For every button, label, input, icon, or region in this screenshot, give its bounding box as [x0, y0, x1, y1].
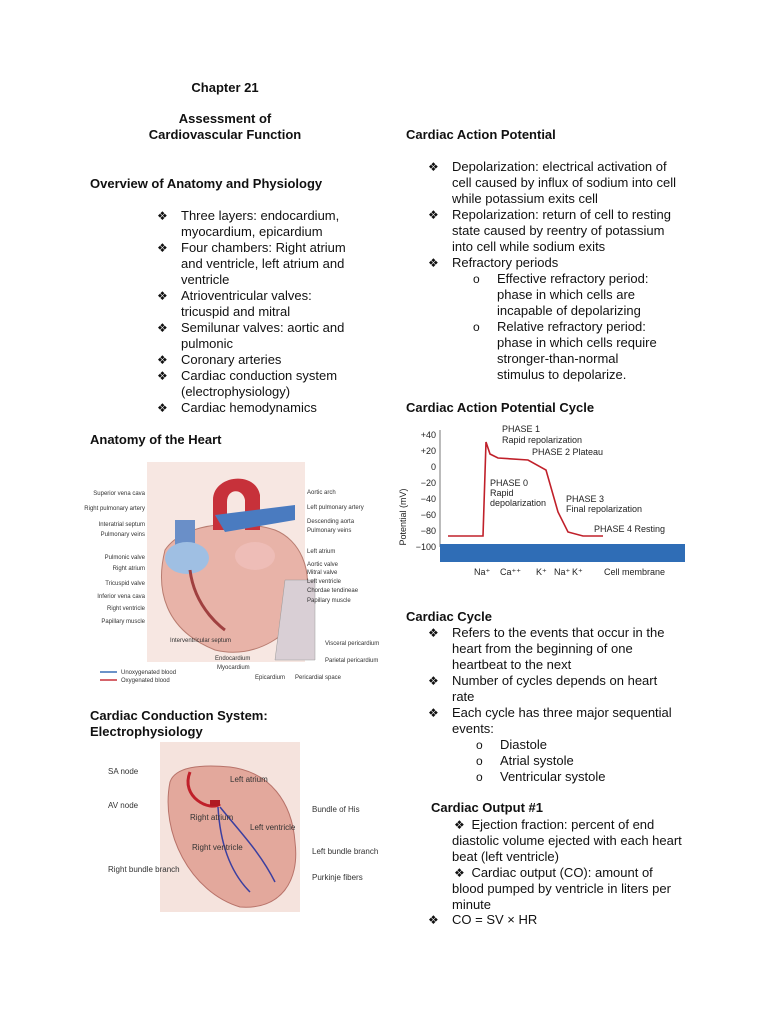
- list-item: ❖ Cardiac hemodynamics: [157, 400, 362, 416]
- av-node-shape: [210, 800, 220, 806]
- cardiac-cycle-sublist: [476, 737, 683, 785]
- phase2-label: PHASE 2 Plateau: [532, 447, 604, 457]
- label-inferior-vena-cava: Inferior vena cava: [97, 594, 145, 600]
- label-pericardial-space: Pericardial space: [295, 675, 342, 681]
- heart-anatomy-figure: [84, 460, 380, 685]
- label-papillary-muscle-right: Papillary muscle: [307, 598, 351, 604]
- ap-cycle-heading: Cardiac Action Potential Cycle: [406, 400, 595, 415]
- label-left-ventricle: Left ventricle: [250, 823, 296, 832]
- label-interventricular-septum: Interventricular septum: [170, 638, 232, 644]
- label-descending-aorta: Descending aorta: [307, 519, 355, 525]
- cardiac-cycle-section: [428, 625, 683, 785]
- tick-label: −40: [420, 494, 436, 504]
- ion-label: K⁺: [572, 567, 583, 577]
- label-visceral-pericardium: Visceral pericardium: [325, 641, 380, 647]
- phase0-title: PHASE 0: [490, 478, 529, 488]
- label-endocardium: Endocardium: [215, 656, 251, 662]
- label-right-atrium: Right atrium: [112, 566, 145, 572]
- conduction-heading-line1: Cardiac Conduction System:: [90, 708, 268, 723]
- ion-label: Ca⁺⁺: [500, 567, 522, 577]
- label-pulmonary-veins-right: Pulmonary veins: [307, 528, 352, 534]
- legend-oxygenated: Oxygenated blood: [121, 678, 170, 684]
- list-item: ❖ Atrioventricular valves: tricuspid and mitral: [157, 288, 362, 320]
- cardiac-output-definition-text: Cardiac output (CO): amount of blood pumped by ventricle in liters per minute: [452, 865, 671, 912]
- list-item: o Relative refractory period: phase in which cells require stronger-than-normal stimulus to depolarize.: [473, 319, 663, 383]
- label-left-ventricle: Left ventricle: [307, 579, 342, 585]
- left-atrium-shape: [235, 542, 275, 570]
- label-myocardium: Myocardium: [217, 665, 250, 671]
- label-parietal-pericardium: Parietal pericardium: [325, 658, 379, 664]
- conduction-system-figure: [100, 742, 380, 912]
- page-title-line2: Cardiovascular Function: [148, 127, 302, 142]
- label-right-pulmonary-artery: Right pulmonary artery: [84, 506, 145, 512]
- label-papillary-muscle-left: Papillary muscle: [101, 619, 145, 625]
- list-item: ❖ Three layers: endocardium, myocardium, epicardium: [157, 208, 362, 240]
- cardiac-cycle-list: [428, 625, 683, 737]
- label-tricuspid-valve: Tricuspid valve: [105, 581, 145, 587]
- label-purkinje-fibers: Purkinje fibers: [312, 873, 363, 882]
- phase0-desc2: depolarization: [490, 498, 547, 508]
- action-potential-heading: Cardiac Action Potential: [406, 127, 556, 142]
- list-item: o Ventricular systole: [476, 769, 683, 785]
- tick-label: −100: [415, 542, 436, 552]
- bullet-icon: ❖: [454, 818, 472, 832]
- overview-list: [157, 208, 362, 416]
- right-atrium-shape: [165, 542, 209, 574]
- action-potential-list: [428, 159, 678, 271]
- cardiac-output-para1: [452, 817, 682, 865]
- phase0-desc1: Rapid: [490, 488, 514, 498]
- phase1-desc: Rapid repolarization: [502, 435, 583, 445]
- label-aortic-arch: Aortic arch: [307, 490, 336, 496]
- page-title-line1: Assessment of: [178, 111, 272, 126]
- list-item: ❖ Semilunar valves: aortic and pulmonic: [157, 320, 362, 352]
- label-pulmonary-veins-left: Pulmonary veins: [100, 532, 145, 538]
- list-item: ❖ Refractory periods: [428, 255, 678, 271]
- list-item: ❖ CO = SV × HR: [428, 912, 683, 928]
- phase3-title: PHASE 3: [566, 494, 605, 504]
- phase3-desc: Final repolarization: [566, 504, 643, 514]
- cardiac-output-para2: [452, 865, 682, 913]
- phase4-label: PHASE 4 Resting: [594, 524, 666, 534]
- label-interatrial-septum: Interatrial septum: [98, 522, 145, 528]
- list-item: ❖ Number of cycles depends on heart rate: [428, 673, 683, 705]
- label-sa-node: SA node: [108, 767, 139, 776]
- phase1-title: PHASE 1: [502, 424, 541, 434]
- cardiac-output-heading: Cardiac Output #1: [431, 800, 543, 815]
- ejection-fraction-text: Ejection fraction: percent of end diastolic volume ejected with each heart beat (left ventricle): [452, 817, 682, 864]
- anatomy-heading: Anatomy of the Heart: [90, 432, 222, 447]
- list-item: ❖ Four chambers: Right atrium and ventricle, left atrium and ventricle: [157, 240, 362, 288]
- label-left-atrium: Left atrium: [230, 775, 268, 784]
- tick-label: +40: [420, 430, 436, 440]
- tick-label: −60: [420, 510, 436, 520]
- ion-label: Na⁺: [554, 567, 571, 577]
- label-mitral-valve: Mitral valve: [307, 570, 338, 576]
- label-superior-vena-cava: Superior vena cava: [93, 491, 145, 497]
- list-item: ❖ Refers to the events that occur in the heart from the beginning of one heartbeat to the next: [428, 625, 683, 673]
- overview-heading: Overview of Anatomy and Physiology: [90, 176, 323, 191]
- label-right-ventricle: Right ventricle: [106, 606, 145, 612]
- refractory-sublist: [473, 271, 663, 383]
- list-item: ❖ Repolarization: return of cell to resting state caused by reentry of potassium into cell while sodium exits: [428, 207, 678, 255]
- list-item: ❖ Each cycle has three major sequential events:: [428, 705, 683, 737]
- label-bundle-of-his: Bundle of His: [312, 805, 360, 814]
- cardiac-output-formula-list: [428, 912, 683, 928]
- label-right-bundle-branch: Right bundle branch: [108, 865, 180, 874]
- cardiac-cycle-heading: Cardiac Cycle: [406, 609, 492, 624]
- axis-label-y: Potential (mV): [398, 488, 408, 546]
- tick-label: 0: [430, 462, 436, 472]
- tick-label: −20: [420, 478, 436, 488]
- bullet-icon: ❖: [454, 866, 472, 880]
- label-pulmonic-valve: Pulmonic valve: [104, 555, 145, 561]
- action-potential-chart: [398, 422, 698, 582]
- label-epicardium: Epicardium: [255, 675, 286, 681]
- membrane-label: Cell membrane: [604, 567, 666, 577]
- label-right-ventricle: Right ventricle: [192, 843, 243, 852]
- conduction-heading-line2: Electrophysiology: [90, 724, 203, 739]
- label-left-bundle-branch: Left bundle branch: [312, 847, 379, 856]
- ion-label: Na⁺: [474, 567, 491, 577]
- label-av-node: AV node: [108, 801, 139, 810]
- list-item: ❖ Cardiac conduction system (electrophysiology): [157, 368, 362, 400]
- label-left-pulmonary-artery: Left pulmonary artery: [307, 505, 364, 511]
- cell-membrane-band: [440, 544, 685, 562]
- label-left-atrium: Left atrium: [307, 549, 336, 555]
- chapter-label: Chapter 21: [191, 80, 259, 95]
- label-chordae-tendineae: Chordae tendineae: [307, 588, 359, 594]
- legend-unoxygenated: Unoxygenated blood: [121, 670, 177, 676]
- list-item: ❖ Depolarization: electrical activation of cell caused by influx of sodium into cell while potassium exits cell: [428, 159, 678, 207]
- label-right-atrium: Right atrium: [190, 813, 234, 822]
- list-item: ❖ Coronary arteries: [157, 352, 362, 368]
- tick-label: +20: [420, 446, 436, 456]
- list-item: o Effective refractory period: phase in which cells are incapable of depolarizing: [473, 271, 663, 319]
- list-item: o Diastole: [476, 737, 683, 753]
- label-aortic-valve: Aortic valve: [307, 562, 339, 568]
- ion-label: K⁺: [536, 567, 547, 577]
- action-potential-section: [428, 159, 678, 383]
- list-item: o Atrial systole: [476, 753, 683, 769]
- tick-label: −80: [420, 526, 436, 536]
